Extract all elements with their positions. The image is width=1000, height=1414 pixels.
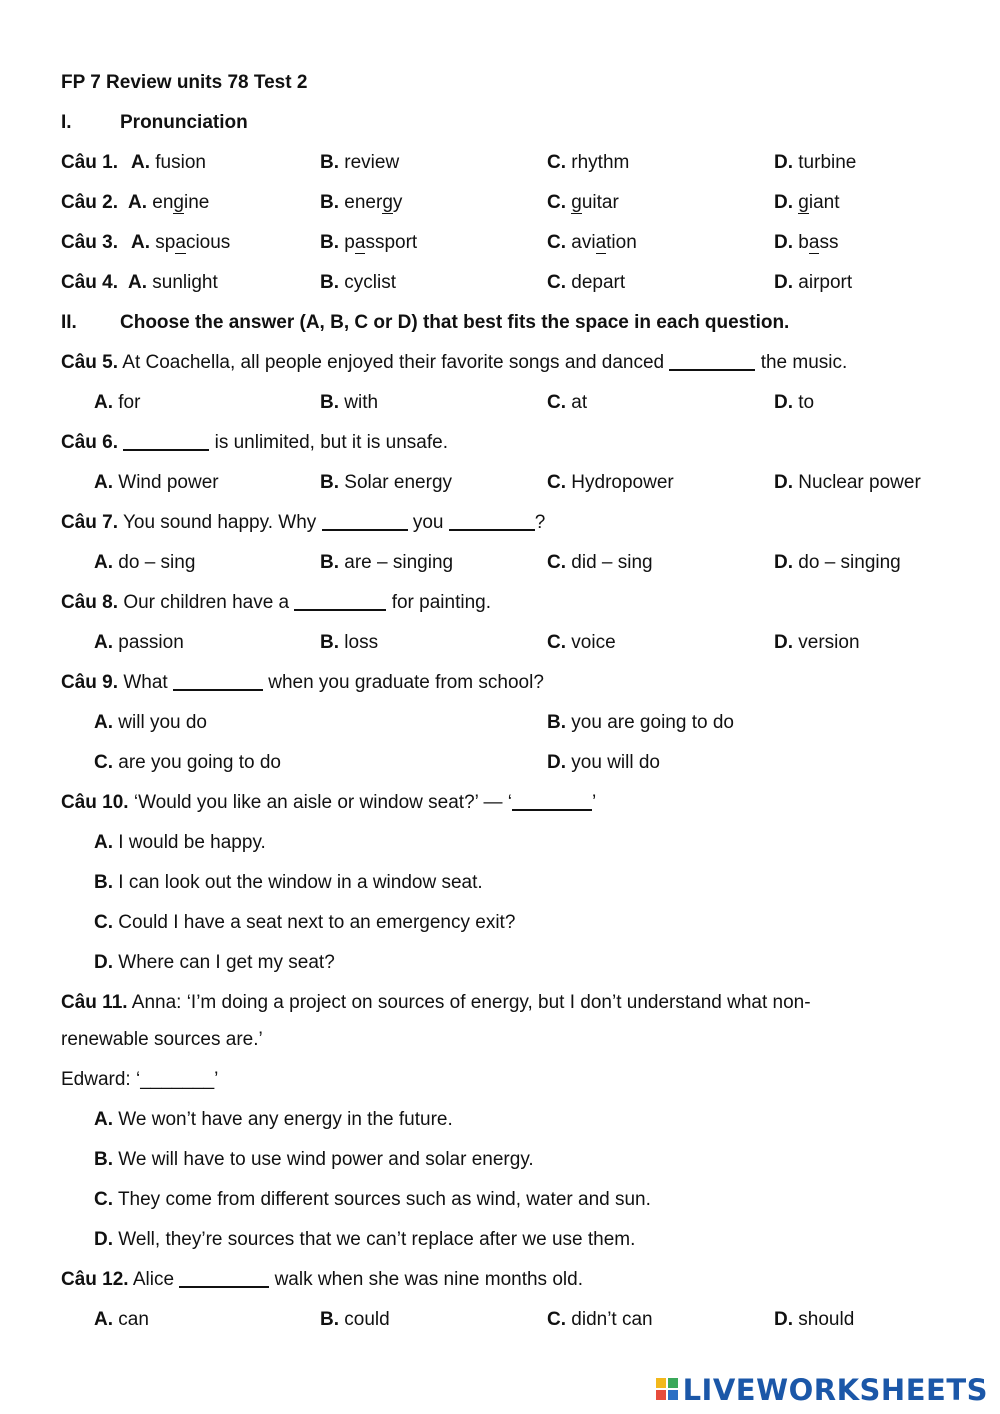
option-text: do – sing (118, 552, 196, 573)
option-letter: D. (774, 232, 793, 253)
option-text: y (392, 192, 403, 213)
section-number: II. (61, 312, 77, 333)
option-b[interactable] (320, 148, 399, 178)
question-text: ? (534, 512, 546, 533)
underlined-sound: a (354, 232, 366, 253)
option-c[interactable] (547, 548, 653, 578)
option-text: passion (118, 632, 184, 653)
option-c[interactable] (94, 1185, 651, 1215)
option-text: ssport (365, 232, 418, 253)
option-text: fusion (155, 152, 206, 173)
option-b[interactable] (320, 268, 396, 298)
option-letter: A. (94, 632, 113, 653)
question-text: for painting. (391, 592, 491, 613)
option-a[interactable] (128, 268, 218, 298)
underlined-sound: a (175, 232, 186, 253)
option-d[interactable] (774, 468, 921, 498)
option-row (0, 1185, 1000, 1215)
question-5-options (0, 388, 1000, 418)
option-d[interactable] (774, 148, 856, 178)
option-text: b (798, 232, 809, 253)
option-letter: C. (547, 552, 566, 573)
question-text: At Coachella, all people enjoyed their favorite songs and danced (122, 352, 665, 373)
option-text: voice (571, 632, 616, 653)
option-letter: D. (774, 552, 793, 573)
option-a[interactable] (94, 1305, 149, 1335)
option-b[interactable] (320, 468, 452, 498)
option-letter: C. (547, 272, 566, 293)
option-letter: C. (547, 632, 566, 653)
question-12-options (0, 1305, 1000, 1335)
option-b[interactable] (547, 708, 734, 738)
option-letter: A. (94, 552, 113, 573)
section-number: I. (61, 112, 72, 133)
section-title: Choose the answer (A, B, C or D) that best fits the space in each question. (120, 312, 790, 333)
option-text: at (571, 392, 588, 413)
option-letter: C. (547, 232, 566, 253)
option-letter: A. (94, 1309, 113, 1330)
question-9 (0, 668, 1000, 698)
question-text: Anna: ‘I’m doing a project on sources of energy, but I don’t understand what non- (131, 992, 811, 1013)
option-letter: B. (320, 552, 339, 573)
option-text: They come from different sources such as wind, water and sun. (117, 1189, 651, 1210)
question-label: Câu 11. (61, 992, 128, 1013)
option-text: avi (571, 232, 596, 253)
option-text: Where can I get my seat? (118, 952, 335, 973)
option-text: Hydropower (571, 472, 674, 493)
option-a[interactable] (94, 468, 219, 498)
option-text: review (344, 152, 400, 173)
option-letter: A. (128, 192, 147, 213)
option-letter: B. (320, 632, 339, 653)
option-a[interactable] (94, 828, 266, 858)
answer-blank[interactable] (322, 509, 408, 531)
liveworksheets-logo (656, 1370, 988, 1410)
option-text: for (118, 392, 141, 413)
option-c[interactable] (547, 628, 616, 658)
option-text: are – singing (344, 552, 454, 573)
option-a[interactable] (128, 188, 209, 218)
option-letter: D. (774, 632, 793, 653)
option-row (0, 948, 1000, 978)
option-text: could (344, 1309, 390, 1330)
question-9-options-row-2 (0, 748, 1000, 778)
option-text: tion (606, 232, 637, 253)
option-b[interactable] (320, 628, 378, 658)
option-text: loss (344, 632, 379, 653)
option-text: ss (819, 232, 839, 253)
question-label: Câu 10. (61, 792, 129, 813)
option-a[interactable] (94, 708, 207, 738)
option-letter: B. (94, 1149, 113, 1170)
option-text: you are going to do (571, 712, 734, 733)
option-d[interactable] (774, 1305, 854, 1335)
option-d[interactable] (94, 1225, 635, 1255)
option-row (0, 1145, 1000, 1175)
option-letter: A. (128, 272, 147, 293)
option-d[interactable] (774, 388, 814, 418)
answer-blank[interactable] (173, 669, 263, 691)
underlined-sound: g (571, 192, 582, 213)
option-letter: C. (547, 392, 566, 413)
option-text: sp (155, 232, 176, 253)
question-label: Câu 9. (61, 672, 119, 693)
answer-blank[interactable] (512, 789, 592, 811)
question-8-options (0, 628, 1000, 658)
option-row (0, 1225, 1000, 1255)
question-label: Câu 5. (61, 352, 119, 373)
option-text: Could I have a seat next to an emergency exit? (118, 912, 516, 933)
option-letter: B. (320, 392, 339, 413)
option-text: you will do (571, 752, 660, 773)
question-text: is unlimited, but it is unsafe. (214, 432, 448, 453)
option-a[interactable] (94, 1105, 453, 1135)
option-text: Nuclear power (798, 472, 921, 493)
option-d[interactable] (774, 268, 852, 298)
option-letter: A. (94, 472, 113, 493)
option-letter: A. (94, 712, 113, 733)
question-12 (0, 1265, 1000, 1295)
question-label: Câu 6. (61, 432, 119, 453)
option-letter: D. (774, 472, 793, 493)
option-text: uitar (581, 192, 619, 213)
option-c[interactable] (547, 468, 674, 498)
option-d[interactable] (774, 628, 860, 658)
question-label: Câu 1. (61, 152, 119, 173)
underlined-sound: a (808, 232, 820, 253)
option-text: iant (808, 192, 840, 213)
option-d[interactable] (94, 948, 335, 978)
question-6-options (0, 468, 1000, 498)
option-letter: A. (131, 232, 150, 253)
option-letter: C. (547, 152, 566, 173)
question-label: Câu 2. (61, 192, 119, 213)
question-text: renewable sources are.’ (61, 1029, 263, 1050)
question-9-options-row-1 (0, 708, 1000, 738)
option-letter: B. (320, 272, 339, 293)
option-letter: C. (547, 1309, 566, 1330)
option-d[interactable] (774, 188, 840, 218)
option-text: We won’t have any energy in the future. (118, 1109, 453, 1130)
logo-text: LIVEWORKSHEETS (682, 1373, 988, 1407)
option-text: version (798, 632, 860, 653)
option-letter: C. (94, 752, 113, 773)
question-text: What (123, 672, 168, 693)
answer-blank[interactable] (294, 589, 386, 611)
question-text: the music. (760, 352, 848, 373)
answer-blank[interactable] (179, 1266, 269, 1288)
option-text: did – sing (571, 552, 653, 573)
option-text: cyclist (344, 272, 397, 293)
option-letter: D. (774, 272, 793, 293)
question-label: Câu 12. (61, 1269, 129, 1290)
question-text: walk when she was nine months old. (274, 1269, 583, 1290)
option-letter: B. (320, 192, 339, 213)
option-text: We will have to use wind power and solar energy. (118, 1149, 534, 1170)
option-letter: B. (320, 1309, 339, 1330)
option-row (0, 868, 1000, 898)
option-text: sunlight (152, 272, 218, 293)
option-text: depart (571, 272, 626, 293)
option-b[interactable] (94, 1145, 534, 1175)
option-b[interactable] (94, 868, 483, 898)
option-text: with (344, 392, 379, 413)
option-c[interactable] (547, 228, 637, 258)
underlined-sound: g (382, 192, 393, 213)
option-letter: B. (320, 232, 339, 253)
option-letter: C. (94, 912, 113, 933)
option-text: to (798, 392, 815, 413)
option-letter: D. (547, 752, 566, 773)
question-text: Alice (132, 1269, 175, 1290)
option-letter: C. (547, 472, 566, 493)
question-11-edward (0, 1065, 1000, 1095)
answer-blank[interactable] (123, 429, 209, 451)
option-c[interactable] (547, 268, 625, 298)
underlined-sound: g (798, 192, 809, 213)
option-a[interactable] (131, 228, 230, 258)
option-letter: B. (547, 712, 566, 733)
option-d[interactable] (774, 228, 838, 258)
option-text: ener (344, 192, 383, 213)
option-text: Wind power (118, 472, 219, 493)
option-text: rhythm (571, 152, 630, 173)
option-b[interactable] (320, 228, 417, 258)
option-letter: C. (547, 192, 566, 213)
question-2 (0, 188, 1000, 218)
option-a[interactable] (131, 148, 206, 178)
option-text: Well, they’re sources that we can’t replace after we use them. (118, 1229, 636, 1250)
option-text: should (798, 1309, 855, 1330)
option-row (0, 1105, 1000, 1135)
option-text: p (344, 232, 355, 253)
option-text: I can look out the window in a window seat. (118, 872, 483, 893)
option-letter: A. (94, 392, 113, 413)
question-11 (0, 988, 1000, 1018)
option-text: will you do (118, 712, 207, 733)
option-text: I would be happy. (118, 832, 266, 853)
option-a[interactable] (94, 628, 184, 658)
option-text: can (118, 1309, 149, 1330)
question-4 (0, 268, 1000, 298)
option-b[interactable] (320, 1305, 390, 1335)
option-letter: B. (320, 152, 339, 173)
question-6 (0, 428, 1000, 458)
option-b[interactable] (320, 388, 378, 418)
option-c[interactable] (547, 1305, 653, 1335)
dialogue-line[interactable]: Edward: ‘_______’ (61, 1069, 219, 1090)
option-c[interactable] (547, 388, 587, 418)
question-text: Our children have a (123, 592, 290, 613)
option-c[interactable] (547, 188, 619, 218)
question-1 (0, 148, 1000, 178)
option-text: airport (798, 272, 853, 293)
option-b[interactable] (320, 548, 453, 578)
question-10 (0, 788, 1000, 818)
answer-blank[interactable] (669, 349, 755, 371)
option-c[interactable] (94, 908, 515, 938)
option-letter: D. (94, 952, 113, 973)
section-title: Pronunciation (120, 112, 248, 133)
option-letter: B. (94, 872, 113, 893)
question-3 (0, 228, 1000, 258)
option-d[interactable] (774, 548, 901, 578)
question-text: You sound happy. Why (122, 512, 317, 533)
option-letter: A. (94, 832, 113, 853)
option-text: en (152, 192, 174, 213)
option-letter: D. (774, 152, 793, 173)
option-text: cious (185, 232, 231, 253)
option-d[interactable] (547, 748, 660, 778)
page-title: FP 7 Review units 78 Test 2 (61, 72, 308, 93)
question-label: Câu 3. (61, 232, 119, 253)
option-c[interactable] (94, 748, 281, 778)
option-row (0, 908, 1000, 938)
question-11-continued (0, 1025, 1000, 1055)
question-label: Câu 4. (61, 272, 119, 293)
option-text: didn’t can (571, 1309, 653, 1330)
option-letter: D. (774, 1309, 793, 1330)
option-row (0, 828, 1000, 858)
question-7-options (0, 548, 1000, 578)
option-letter: D. (94, 1229, 113, 1250)
question-text: you (412, 512, 444, 533)
underlined-sound: g (173, 192, 184, 213)
option-text: do – singing (798, 552, 901, 573)
option-text: Solar energy (344, 472, 453, 493)
option-text: turbine (798, 152, 857, 173)
question-text: ’ (591, 792, 597, 813)
logo-icon (656, 1376, 680, 1404)
question-5 (0, 348, 1000, 378)
option-letter: D. (774, 392, 793, 413)
section-2-heading (0, 308, 1000, 338)
title-line (0, 68, 1000, 98)
option-letter: A. (131, 152, 150, 173)
question-text: ‘Would you like an aisle or window seat?’ — ‘ (133, 792, 512, 813)
question-7 (0, 508, 1000, 538)
option-letter: D. (774, 192, 793, 213)
question-8 (0, 588, 1000, 618)
option-text: are you going to do (118, 752, 281, 773)
option-c[interactable] (547, 148, 629, 178)
option-letter: B. (320, 472, 339, 493)
answer-blank[interactable] (449, 509, 535, 531)
option-b[interactable] (320, 188, 402, 218)
option-a[interactable] (94, 548, 195, 578)
question-label: Câu 8. (61, 592, 119, 613)
underlined-sound: a (595, 232, 607, 253)
section-1-heading (0, 108, 1000, 138)
question-text: when you graduate from school? (268, 672, 544, 693)
option-letter: C. (94, 1189, 113, 1210)
option-text: ine (184, 192, 210, 213)
question-label: Câu 7. (61, 512, 119, 533)
option-a[interactable] (94, 388, 140, 418)
option-letter: A. (94, 1109, 113, 1130)
